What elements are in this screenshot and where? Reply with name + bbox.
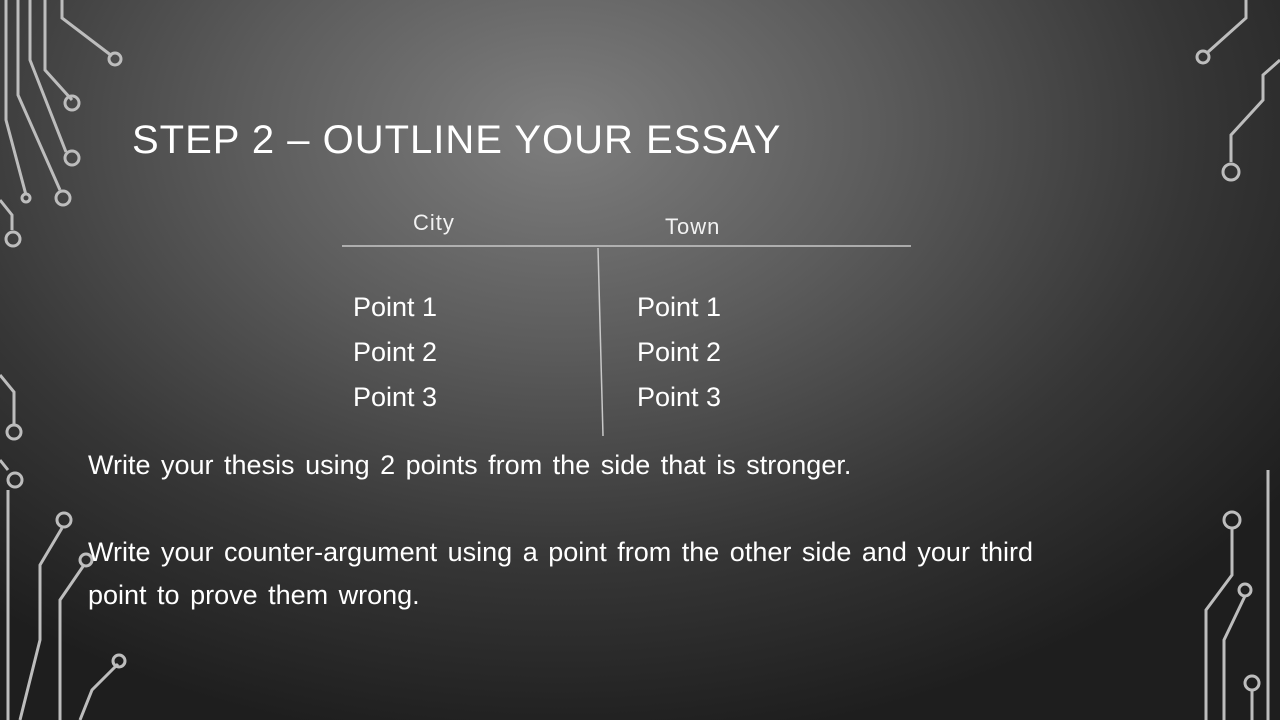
column-header-town: Town: [665, 214, 721, 239]
list-item: Point 3: [353, 382, 438, 412]
counter-argument-instruction: Write your counter-argument using a point from the other side and your third point to prove them wrong.: [88, 537, 1033, 610]
list-item: Point 1: [637, 292, 722, 322]
t-chart-vertical-line: [598, 248, 603, 436]
list-item: Point 2: [637, 337, 722, 367]
town-points-list: [637, 285, 721, 420]
slide-title: STEP 2 – OUTLINE YOUR ESSAY: [132, 118, 782, 162]
list-item: Point 1: [353, 292, 438, 322]
column-header-city: City: [413, 210, 455, 235]
city-points-list: [353, 285, 437, 420]
list-item: Point 2: [353, 337, 438, 367]
thesis-instruction: Write your thesis using 2 points from the side that is stronger.: [88, 450, 852, 480]
list-item: Point 3: [637, 382, 722, 412]
